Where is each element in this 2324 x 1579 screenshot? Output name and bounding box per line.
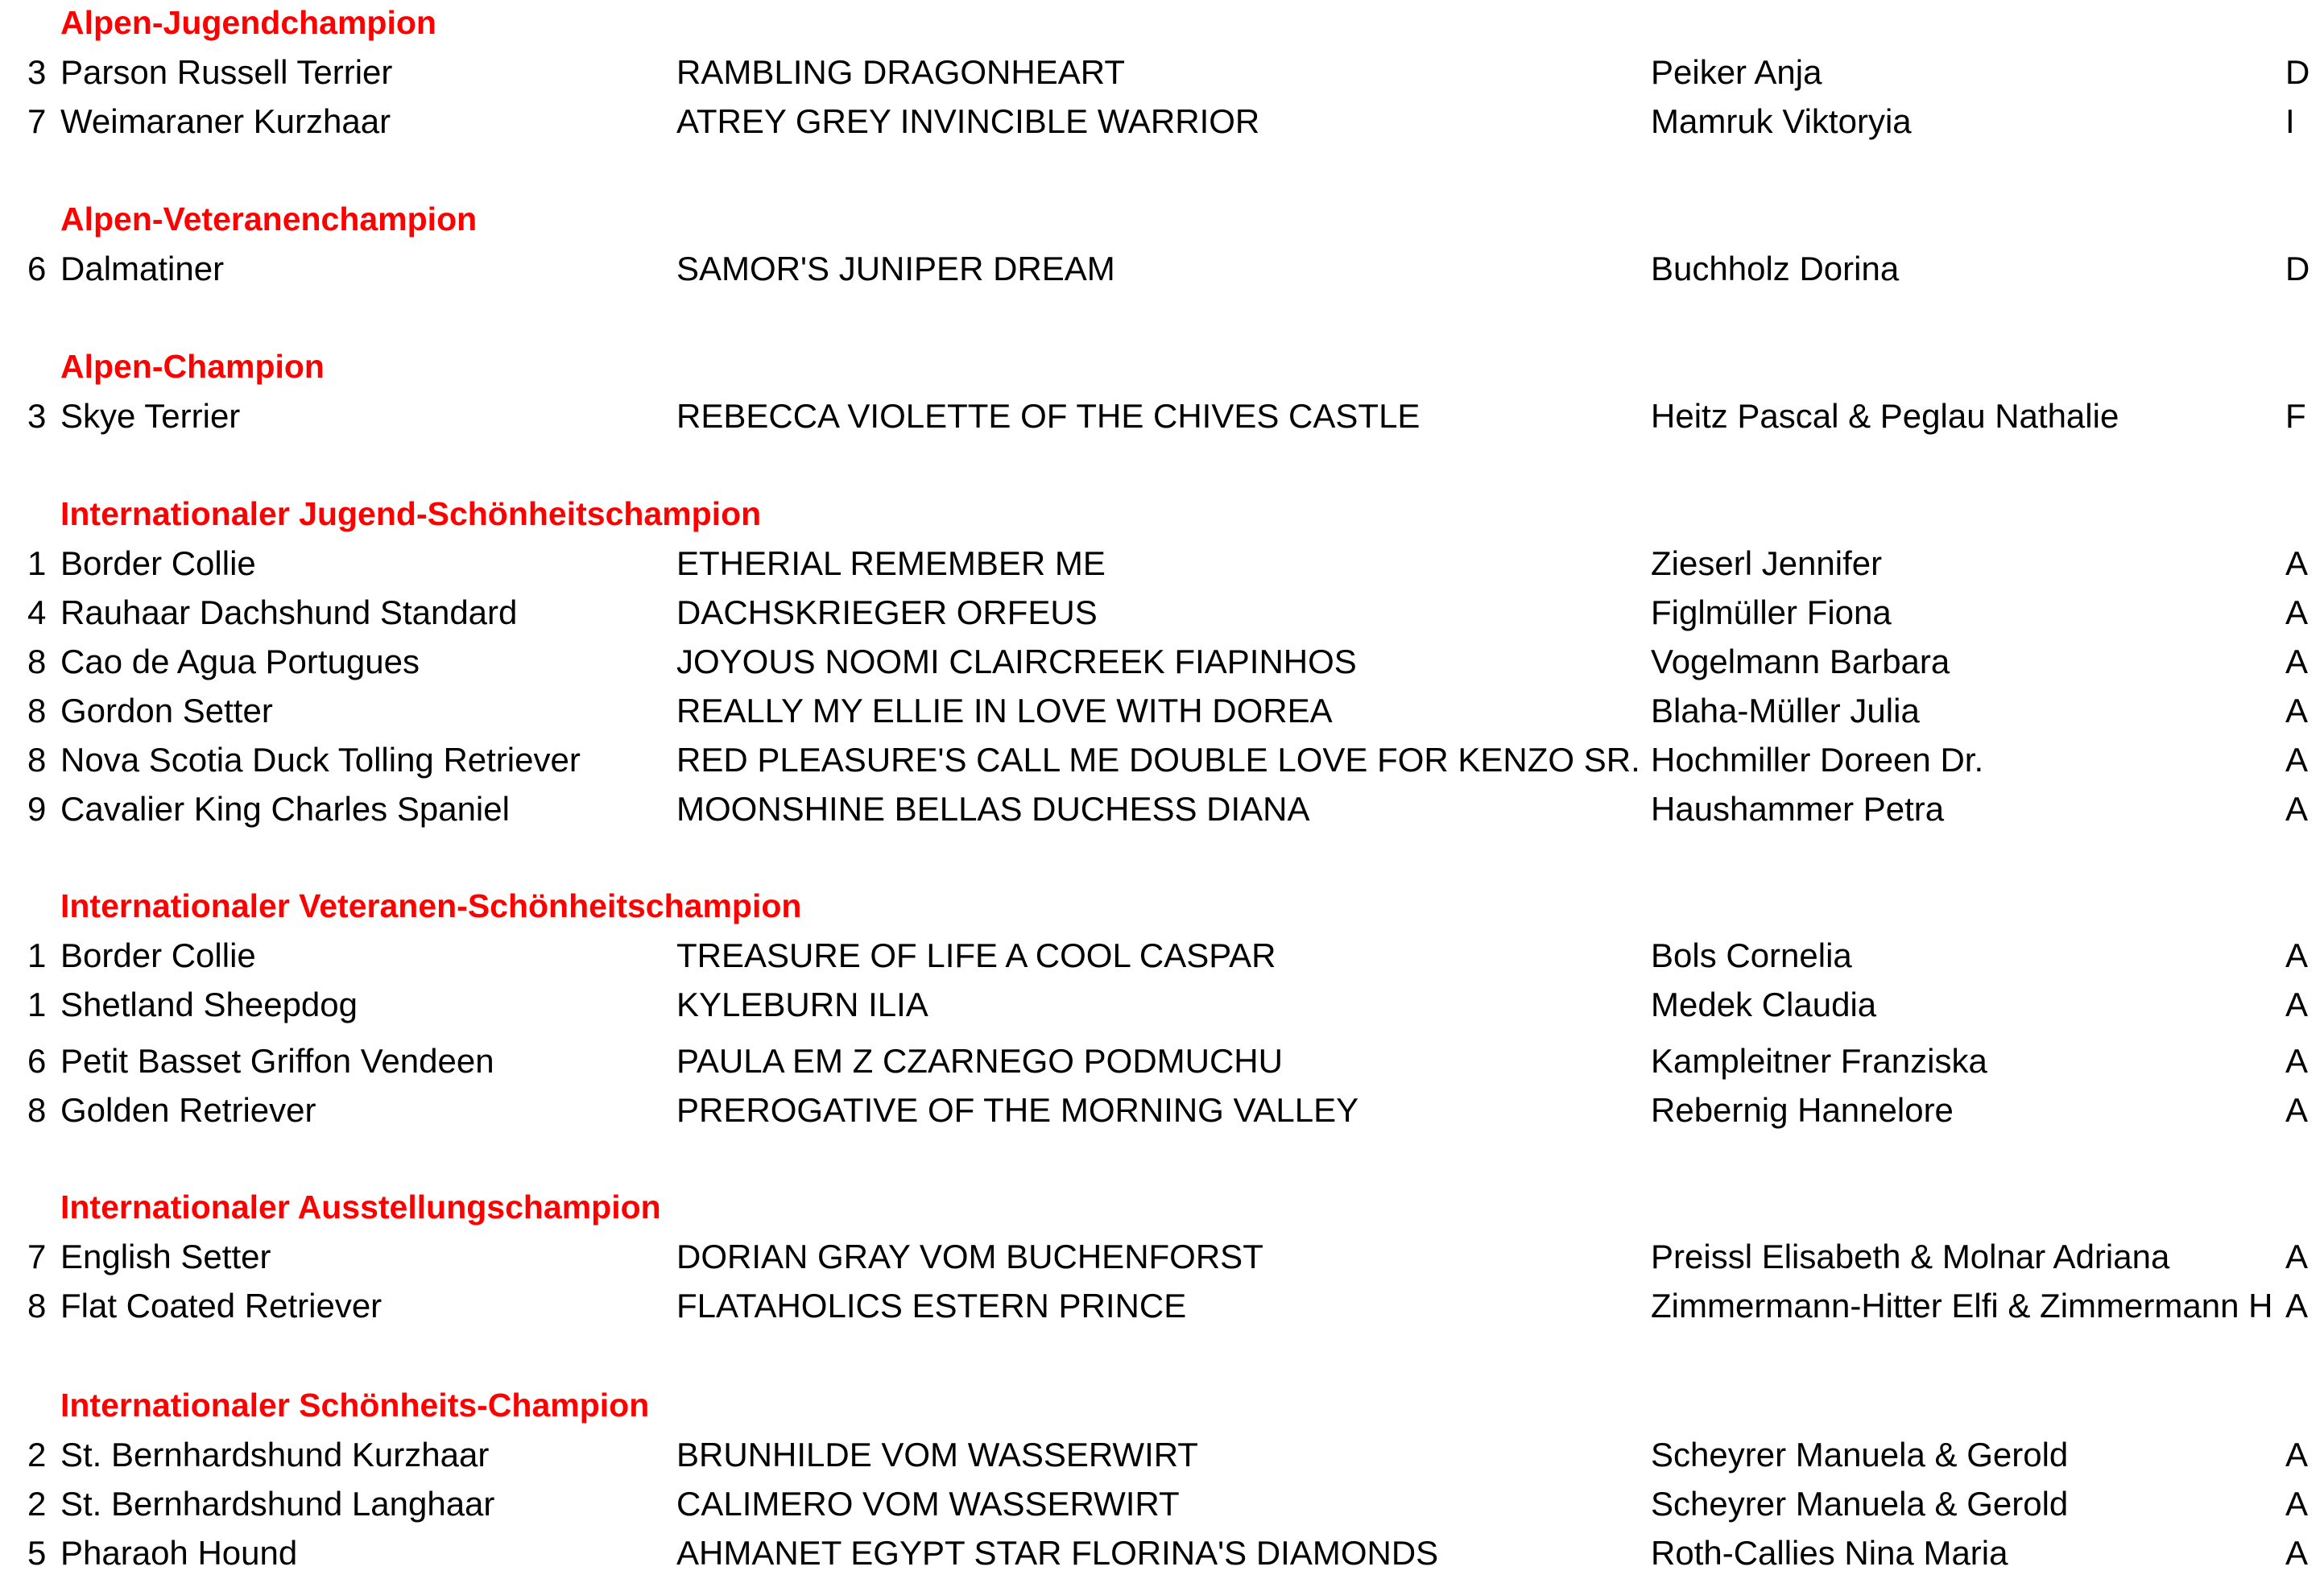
table-row xyxy=(0,1234,2324,1283)
group-number: 6 xyxy=(27,1042,47,1080)
breed-name: Pharaoh Hound xyxy=(60,1534,298,1572)
country-code: A xyxy=(2285,936,2309,974)
owner-name: Buchholz Dorina xyxy=(1651,250,1900,287)
table-row xyxy=(0,1531,2324,1579)
owner-name: Medek Claudia xyxy=(1651,986,1877,1023)
dog-name: ETHERIAL REMEMBER ME xyxy=(676,544,1106,582)
table-row xyxy=(0,1283,2324,1332)
country-code: F xyxy=(2285,397,2306,435)
owner-name: Haushammer Petra xyxy=(1651,790,1945,828)
breed-name: Dalmatiner xyxy=(60,250,225,287)
breed-name: Shetland Sheepdog xyxy=(60,986,358,1023)
group-number: 5 xyxy=(27,1534,47,1572)
owner-name: Scheyrer Manuela & Gerold xyxy=(1651,1485,2069,1523)
group-number: 9 xyxy=(27,790,47,828)
dog-name: RED PLEASURE'S CALL ME DOUBLE LOVE FOR KENZO SR. xyxy=(676,741,1640,779)
table-row xyxy=(0,1088,2324,1136)
country-code: A xyxy=(2285,1091,2309,1129)
breed-name: St. Bernhardshund Langhaar xyxy=(60,1485,495,1523)
group-number: 8 xyxy=(27,1091,47,1129)
country-code: A xyxy=(2285,544,2309,582)
owner-name: Zimmermann-Hitter Elfi & Zimmermann H xyxy=(1651,1287,2273,1325)
owner-name: Mamruk Viktoryia xyxy=(1651,102,1912,140)
section-title: Internationaler Ausstellungschampion xyxy=(60,1188,661,1226)
breed-name: Nova Scotia Duck Tolling Retriever xyxy=(60,741,581,779)
breed-name: Petit Basset Griffon Vendeen xyxy=(60,1042,494,1080)
owner-name: Peiker Anja xyxy=(1651,53,1822,91)
country-code: A xyxy=(2285,643,2309,680)
section-title: Internationaler Schönheits-Champion xyxy=(60,1387,650,1424)
owner-name: Hochmiller Doreen Dr. xyxy=(1651,741,1984,779)
country-code: A xyxy=(2285,986,2309,1023)
country-code: A xyxy=(2285,692,2309,730)
dog-name: PREROGATIVE OF THE MORNING VALLEY xyxy=(676,1091,1359,1129)
dog-name: ATREY GREY INVINCIBLE WARRIOR xyxy=(676,102,1260,140)
table-row xyxy=(0,639,2324,688)
dog-name: FLATAHOLICS ESTERN PRINCE xyxy=(676,1287,1187,1325)
breed-name: Rauhaar Dachshund Standard xyxy=(60,593,518,631)
breed-name: Gordon Setter xyxy=(60,692,273,730)
section-title: Alpen-Veteranenchampion xyxy=(60,200,478,238)
section-title: Alpen-Jugendchampion xyxy=(60,4,436,41)
dog-name: JOYOUS NOOMI CLAIRCREEK FIAPINHOS xyxy=(676,643,1357,680)
group-number: 2 xyxy=(27,1436,47,1474)
dog-name: AHMANET EGYPT STAR FLORINA'S DIAMONDS xyxy=(676,1534,1439,1572)
breed-name: Parson Russell Terrier xyxy=(60,53,393,91)
table-row xyxy=(0,590,2324,639)
table-row xyxy=(0,787,2324,835)
country-code: I xyxy=(2285,102,2295,140)
group-number: 4 xyxy=(27,593,47,631)
table-row xyxy=(0,1039,2324,1087)
dog-name: DACHSKRIEGER ORFEUS xyxy=(676,593,1098,631)
group-number: 2 xyxy=(27,1485,47,1523)
breed-name: Golden Retriever xyxy=(60,1091,316,1129)
section-title: Alpen-Champion xyxy=(60,348,325,385)
dog-name: KYLEBURN ILIA xyxy=(676,986,928,1023)
country-code: A xyxy=(2285,1287,2309,1325)
breed-name: Cao de Agua Portugues xyxy=(60,643,420,680)
table-row xyxy=(0,1482,2324,1530)
table-row xyxy=(0,688,2324,737)
table-row xyxy=(0,933,2324,982)
dog-name: BRUNHILDE VOM WASSERWIRT xyxy=(676,1436,1198,1474)
dog-name: DORIAN GRAY VOM BUCHENFORST xyxy=(676,1238,1263,1275)
owner-name: Scheyrer Manuela & Gerold xyxy=(1651,1436,2069,1474)
owner-name: Bols Cornelia xyxy=(1651,936,1852,974)
group-number: 8 xyxy=(27,741,47,779)
owner-name: Zieserl Jennifer xyxy=(1651,544,1883,582)
country-code: D xyxy=(2285,250,2310,287)
table-row xyxy=(0,50,2324,98)
breed-name: Border Collie xyxy=(60,936,256,974)
group-number: 3 xyxy=(27,397,47,435)
country-code: A xyxy=(2285,1436,2309,1474)
country-code: A xyxy=(2285,1238,2309,1275)
owner-name: Heitz Pascal & Peglau Nathalie xyxy=(1651,397,2119,435)
dog-name: SAMOR'S JUNIPER DREAM xyxy=(676,250,1115,287)
group-number: 8 xyxy=(27,692,47,730)
owner-name: Vogelmann Barbara xyxy=(1651,643,1950,680)
dog-name: CALIMERO VOM WASSERWIRT xyxy=(676,1485,1180,1523)
owner-name: Rebernig Hannelore xyxy=(1651,1091,1954,1129)
breed-name: Weimaraner Kurzhaar xyxy=(60,102,391,140)
table-row xyxy=(0,99,2324,147)
breed-name: Skye Terrier xyxy=(60,397,241,435)
country-code: A xyxy=(2285,593,2309,631)
dog-name: PAULA EM Z CZARNEGO PODMUCHU xyxy=(676,1042,1283,1080)
breed-name: St. Bernhardshund Kurzhaar xyxy=(60,1436,490,1474)
dog-name: REBECCA VIOLETTE OF THE CHIVES CASTLE xyxy=(676,397,1420,435)
table-row xyxy=(0,982,2324,1031)
dog-name: MOONSHINE BELLAS DUCHESS DIANA xyxy=(676,790,1310,828)
group-number: 3 xyxy=(27,53,47,91)
group-number: 7 xyxy=(27,102,47,140)
breed-name: Border Collie xyxy=(60,544,256,582)
group-number: 7 xyxy=(27,1238,47,1275)
group-number: 1 xyxy=(27,936,47,974)
breed-name: English Setter xyxy=(60,1238,271,1275)
breed-name: Flat Coated Retriever xyxy=(60,1287,383,1325)
dog-name: RAMBLING DRAGONHEART xyxy=(676,53,1125,91)
country-code: A xyxy=(2285,790,2309,828)
table-row xyxy=(0,246,2324,295)
group-number: 8 xyxy=(27,643,47,680)
table-row xyxy=(0,394,2324,442)
country-code: A xyxy=(2285,1042,2309,1080)
section-title: Internationaler Veteranen-Schönheitschampion xyxy=(60,887,802,924)
section-title: Internationaler Jugend-Schönheitschampion xyxy=(60,495,762,532)
group-number: 8 xyxy=(27,1287,47,1325)
group-number: 1 xyxy=(27,544,47,582)
owner-name: Kampleitner Franziska xyxy=(1651,1042,1987,1080)
owner-name: Roth-Callies Nina Maria xyxy=(1651,1534,2008,1572)
country-code: A xyxy=(2285,741,2309,779)
owner-name: Blaha-Müller Julia xyxy=(1651,692,1920,730)
country-code: A xyxy=(2285,1534,2309,1572)
breed-name: Cavalier King Charles Spaniel xyxy=(60,790,510,828)
country-code: A xyxy=(2285,1485,2309,1523)
group-number: 1 xyxy=(27,986,47,1023)
table-row xyxy=(0,541,2324,589)
owner-name: Figlmüller Fiona xyxy=(1651,593,1892,631)
dog-name: TREASURE OF LIFE A COOL CASPAR xyxy=(676,936,1276,974)
country-code: D xyxy=(2285,53,2310,91)
dog-name: REALLY MY ELLIE IN LOVE WITH DOREA xyxy=(676,692,1333,730)
table-row xyxy=(0,738,2324,786)
owner-name: Preissl Elisabeth & Molnar Adriana xyxy=(1651,1238,2170,1275)
group-number: 6 xyxy=(27,250,47,287)
table-row xyxy=(0,1432,2324,1481)
